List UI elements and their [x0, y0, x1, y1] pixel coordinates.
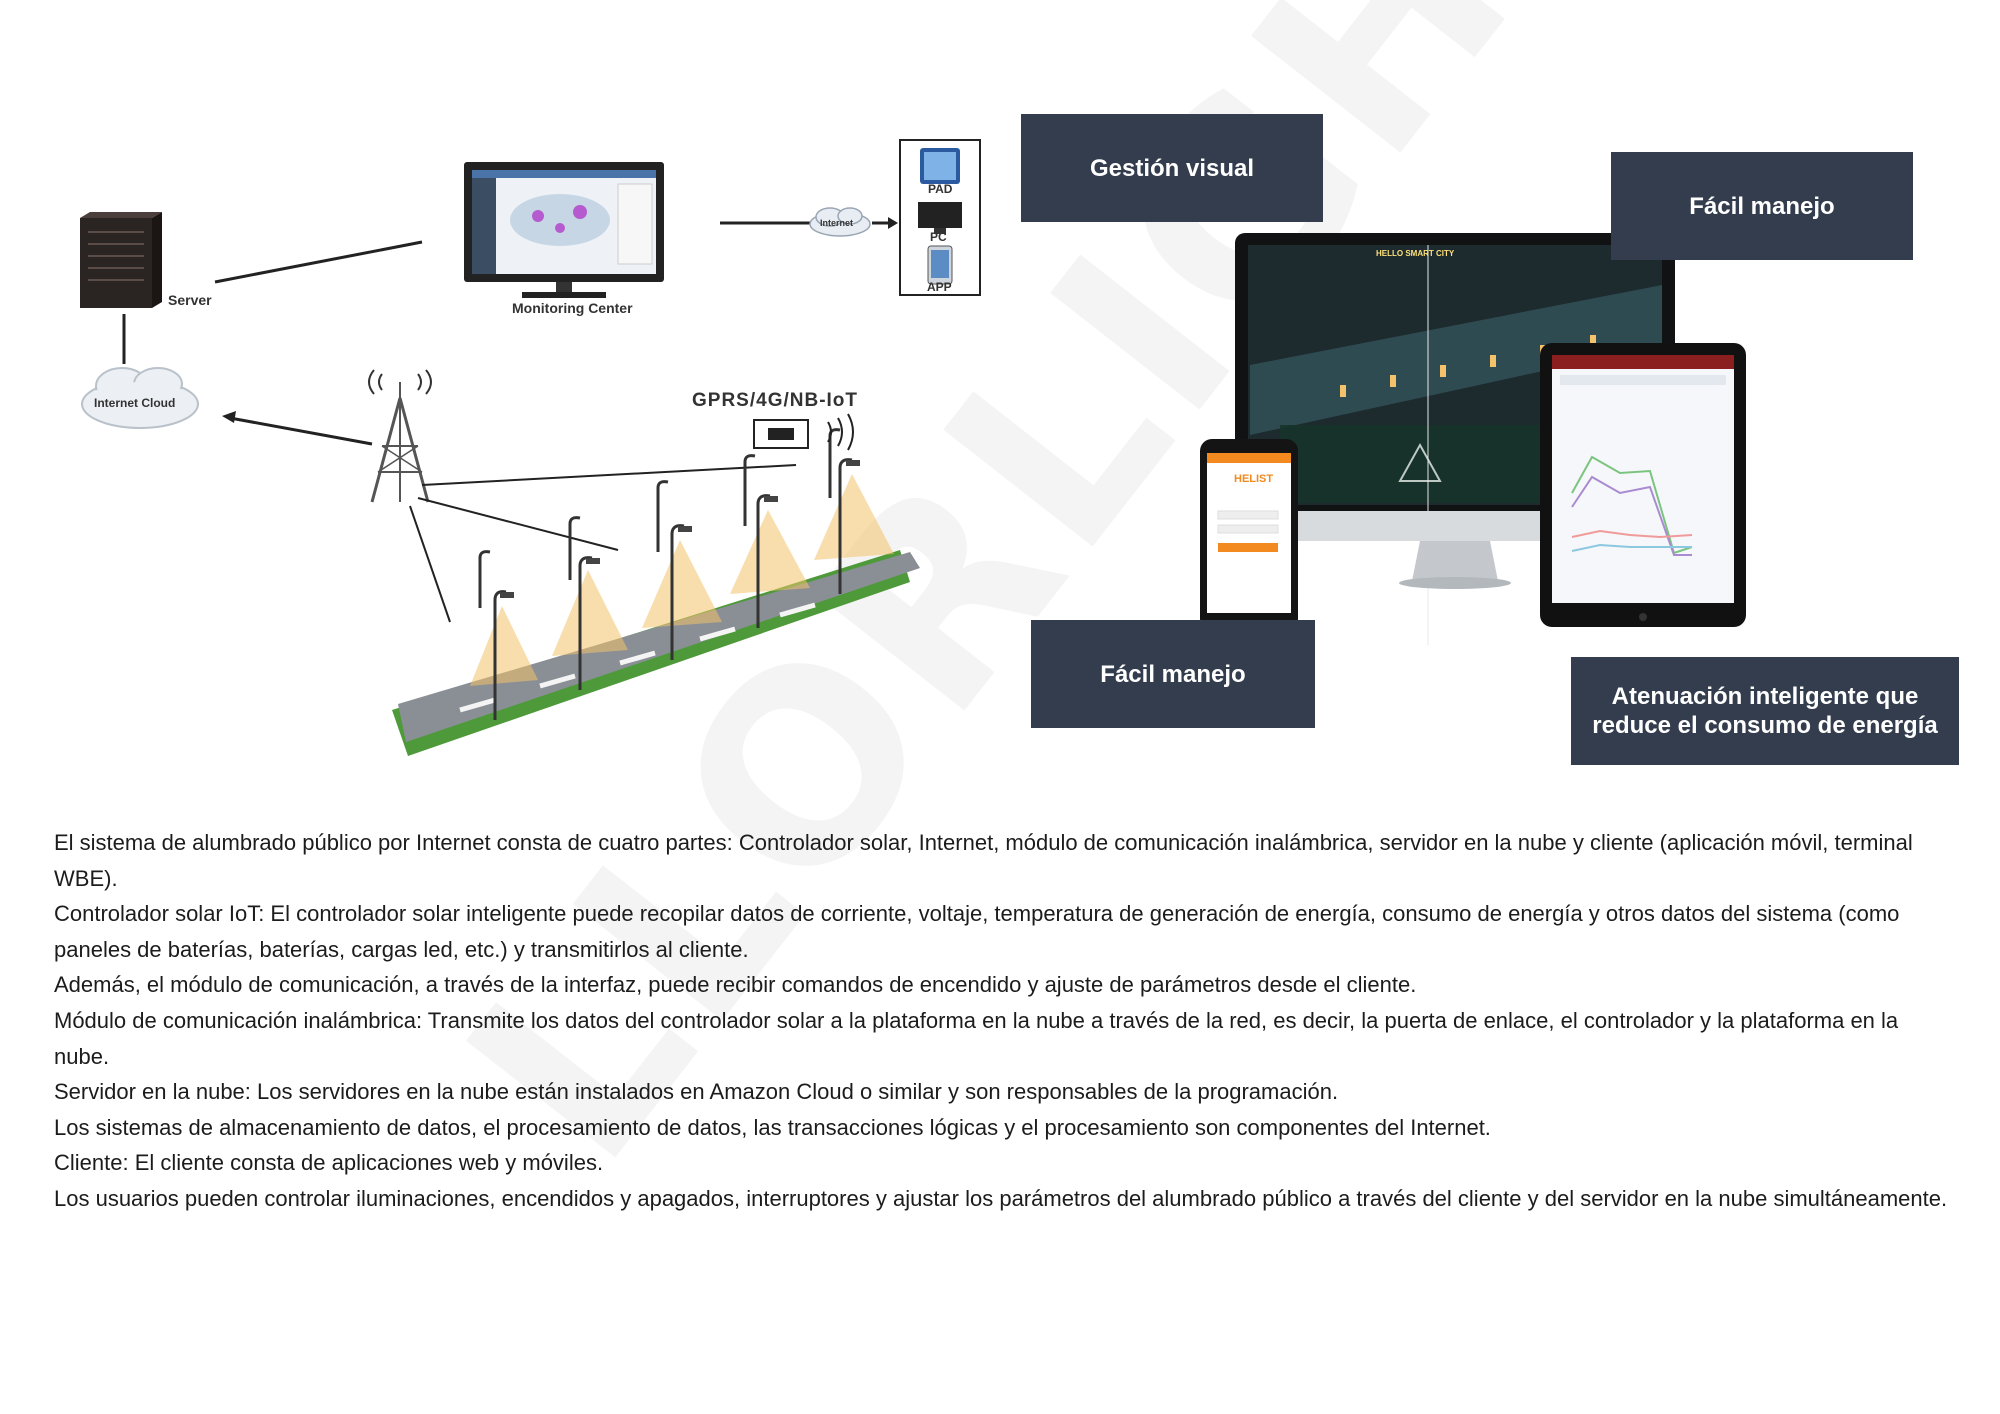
phone-device-icon — [928, 246, 952, 284]
panel-visual-management: Gestión visual — [1021, 114, 1323, 222]
cell-tower-icon — [369, 370, 431, 502]
desktop-screen-title: HELLO SMART CITY — [1376, 249, 1455, 258]
app-label: APP — [927, 280, 952, 294]
phone-mockup-icon — [1200, 439, 1298, 631]
pad-label: PAD — [928, 182, 953, 196]
devices-mockup — [1180, 225, 1800, 645]
paragraph-communication-module: Además, el módulo de comunicación, a través de la interfaz, puede recibir comandos de encendido y ajuste de parámetros desde el cliente. — [54, 972, 1417, 998]
paragraph-wireless-module: Módulo de comunicación inalámbrica: Transmite los datos del controlador solar a la plataforma en la nube a través de la red, es decir, la puerta de enlace, el controlador y la plataforma en la nube. — [54, 1007, 1899, 1069]
paragraph-data-systems: Los sistemas de almacenamiento de datos, el procesamiento de datos, las transacciones lógicas y el procesamiento son componentes del Internet. — [54, 1114, 1491, 1140]
gateway-device-icon — [754, 414, 853, 450]
description-text — [54, 825, 1954, 1217]
panel-easy-handling-bottom: Fácil manejo — [1031, 620, 1315, 728]
monitoring-center-label: Monitoring Center — [512, 300, 633, 316]
paragraph-overview: El sistema de alumbrado público por Internet consta de cuatro partes: Controlador solar, Internet, módulo de comunicación inalámbrica, servidor en la nube y cliente (aplicación móvil, terminal WBE). — [54, 830, 1913, 891]
internet-label: Internet — [820, 218, 854, 228]
tablet-mockup-icon — [1540, 343, 1746, 627]
internet-cloud-label: Internet Cloud — [94, 396, 176, 410]
tablet-device-icon — [920, 148, 960, 184]
paragraph-client: Cliente: El cliente consta de aplicaciones web y móviles. — [54, 1150, 604, 1176]
panel-easy-handling-top: Fácil manejo — [1611, 152, 1913, 260]
phone-app-brand: HELIST — [1234, 473, 1274, 485]
monitoring-monitor-icon — [464, 162, 664, 298]
network-label: GPRS/4G/NB-IoT — [692, 390, 859, 411]
panel-smart-dimming: Atenuación inteligente que reduce el consumo de energía — [1571, 657, 1959, 765]
pc-label: PC — [930, 230, 947, 244]
system-diagram — [40, 120, 1000, 780]
paragraph-cloud-server: Servidor en la nube: Los servidores en la nube están instalados en Amazon Cloud o similar y son responsables de la programación. — [54, 1079, 1339, 1105]
paragraph-users: Los usuarios pueden controlar iluminaciones, encendidos y apagados, interruptores y ajustar los parámetros del alumbrado público a través del cliente y del servidor en la nube simultáneamente. — [54, 1185, 1948, 1211]
paragraph-iot-controller: Controlador solar IoT: El controlador solar inteligente puede recopilar datos de corriente, voltaje, temperatura de generación de energía, consumo de energía y otros datos del sistema (como paneles de baterías, baterías, cargas led, etc.) y transmitirlos al cliente. — [54, 901, 1900, 962]
server-label: Server — [168, 292, 212, 308]
server-icon — [80, 212, 162, 308]
